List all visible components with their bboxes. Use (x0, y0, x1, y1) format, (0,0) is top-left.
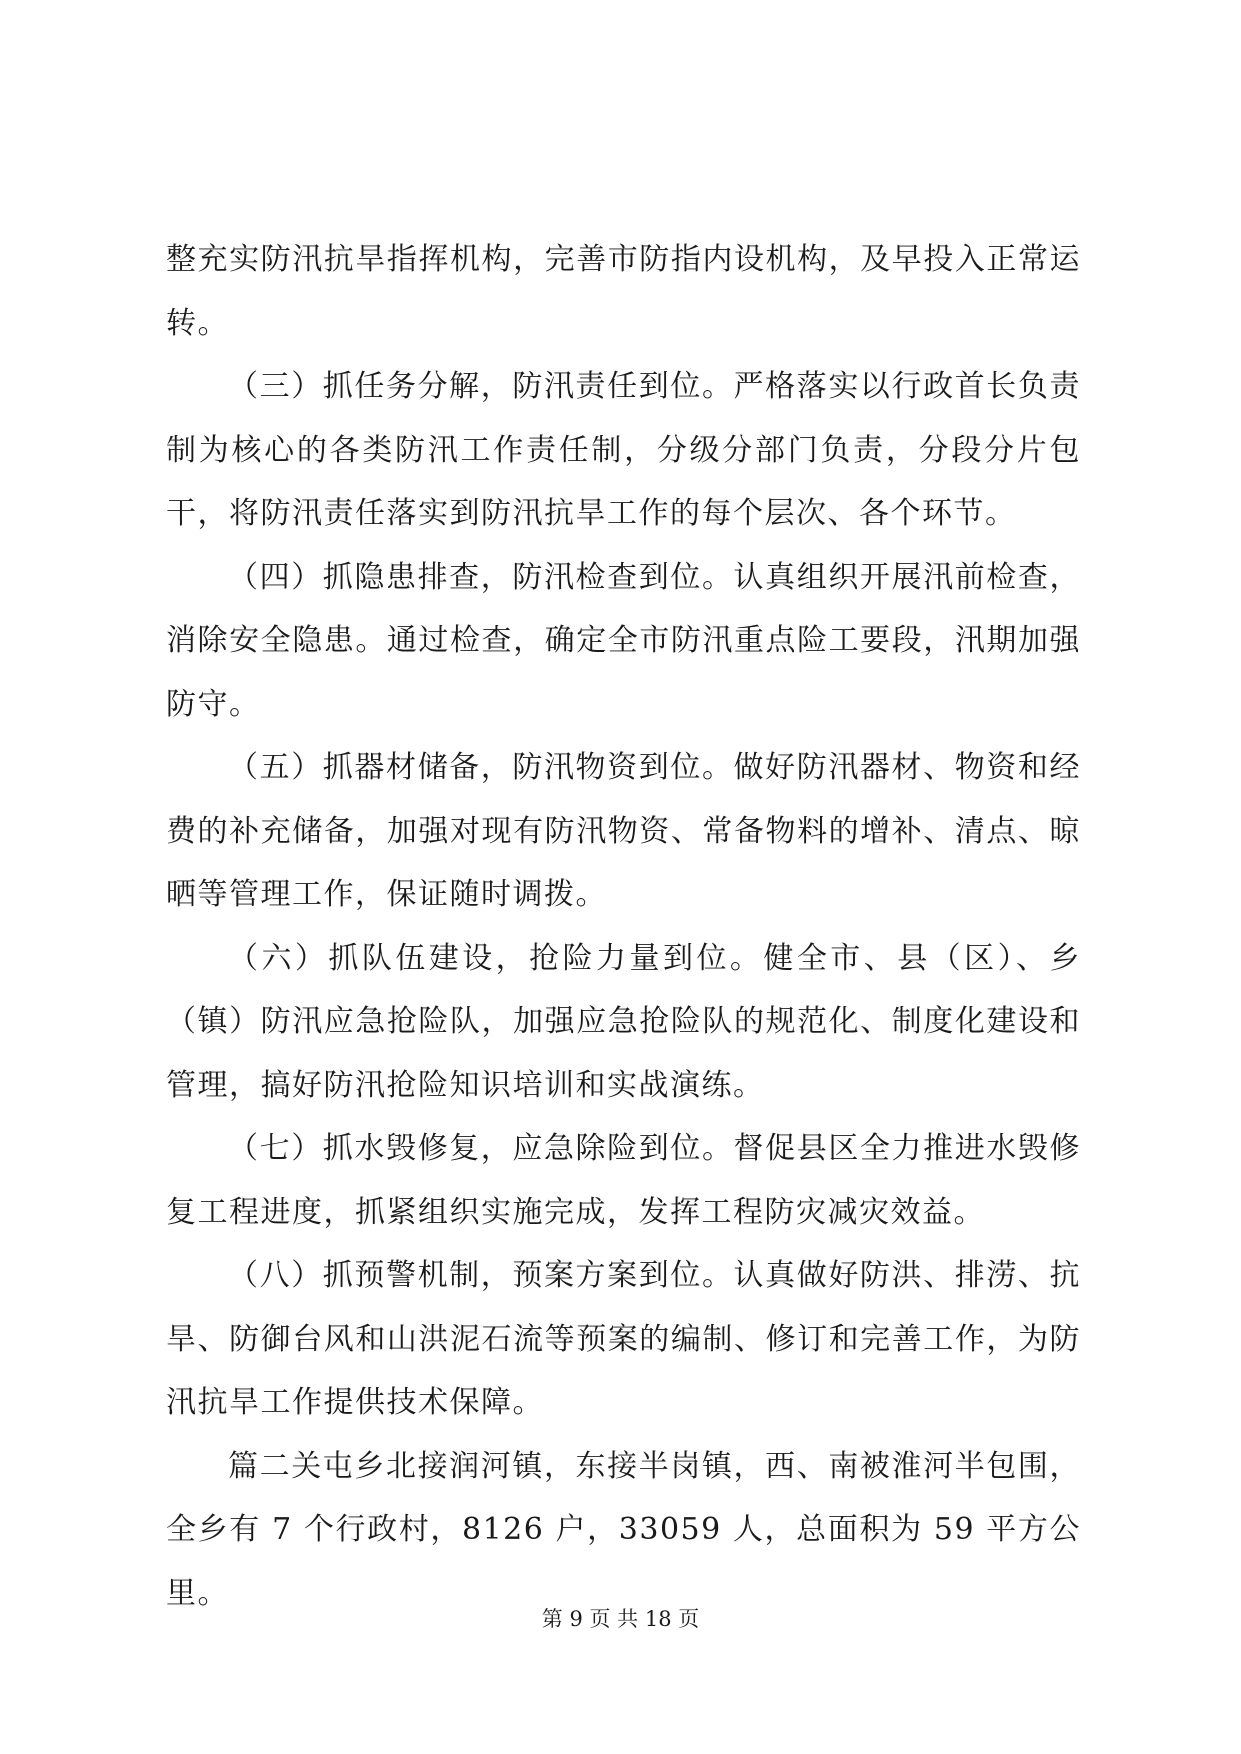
paragraph-item-3: （三）抓任务分解，防汛责任到位。严格落实以行政首长负责制为核心的各类防汛工作责任制，分级分部门负责，分段分片包干，将防汛责任落实到防汛抗旱工作的每个层次、各个环节。 (166, 369, 1081, 531)
paragraph-item-4: （四）抓隐患排查，防汛检查到位。认真组织开展汛前检查，消除安全隐患。通过检查，确定全市防汛重点险工要段，汛期加强防守。 (166, 559, 1081, 722)
paragraph-item-5: （五）抓器材储备，防汛物资到位。做好防汛器材、物资和经费的补充储备，加强对现有防汛物资、常备物料的增补、清点、晾晒等管理工作，保证随时调拨。 (166, 750, 1081, 912)
paragraph-continuation: 整充实防汛抗旱指挥机构，完善市防指内设机构，及早投入正常运转。 (166, 242, 1081, 341)
page-number-footer: 第 9 页 共 18 页 (541, 1607, 700, 1631)
paragraph-item-7: （七）抓水毁修复，应急除险到位。督促县区全力推进水毁修复工程进度，抓紧组织实施完成，发挥工程防灾减灾效益。 (166, 1131, 1081, 1230)
paragraph-item-8: （八）抓预警机制，预案方案到位。认真做好防洪、排涝、抗旱、防御台风和山洪泥石流等预案的编制、修订和完善工作，为防汛抗旱工作提供技术保障。 (166, 1258, 1081, 1420)
paragraph-item-6: （六）抓队伍建设，抢险力量到位。健全市、县（区）、乡（镇）防汛应急抢险队，加强应急抢险队的规范化、制度化建设和管理，搞好防汛抢险知识培训和实战演练。 (166, 940, 1081, 1103)
document-body (166, 228, 1081, 1625)
paragraph-section-2: 篇二关屯乡北接润河镇，东接半岗镇，西、南被淮河半包围，全乡有 7 个行政村，8126 户，33059 人，总面积为 59 平方公里。 (166, 1448, 1081, 1611)
